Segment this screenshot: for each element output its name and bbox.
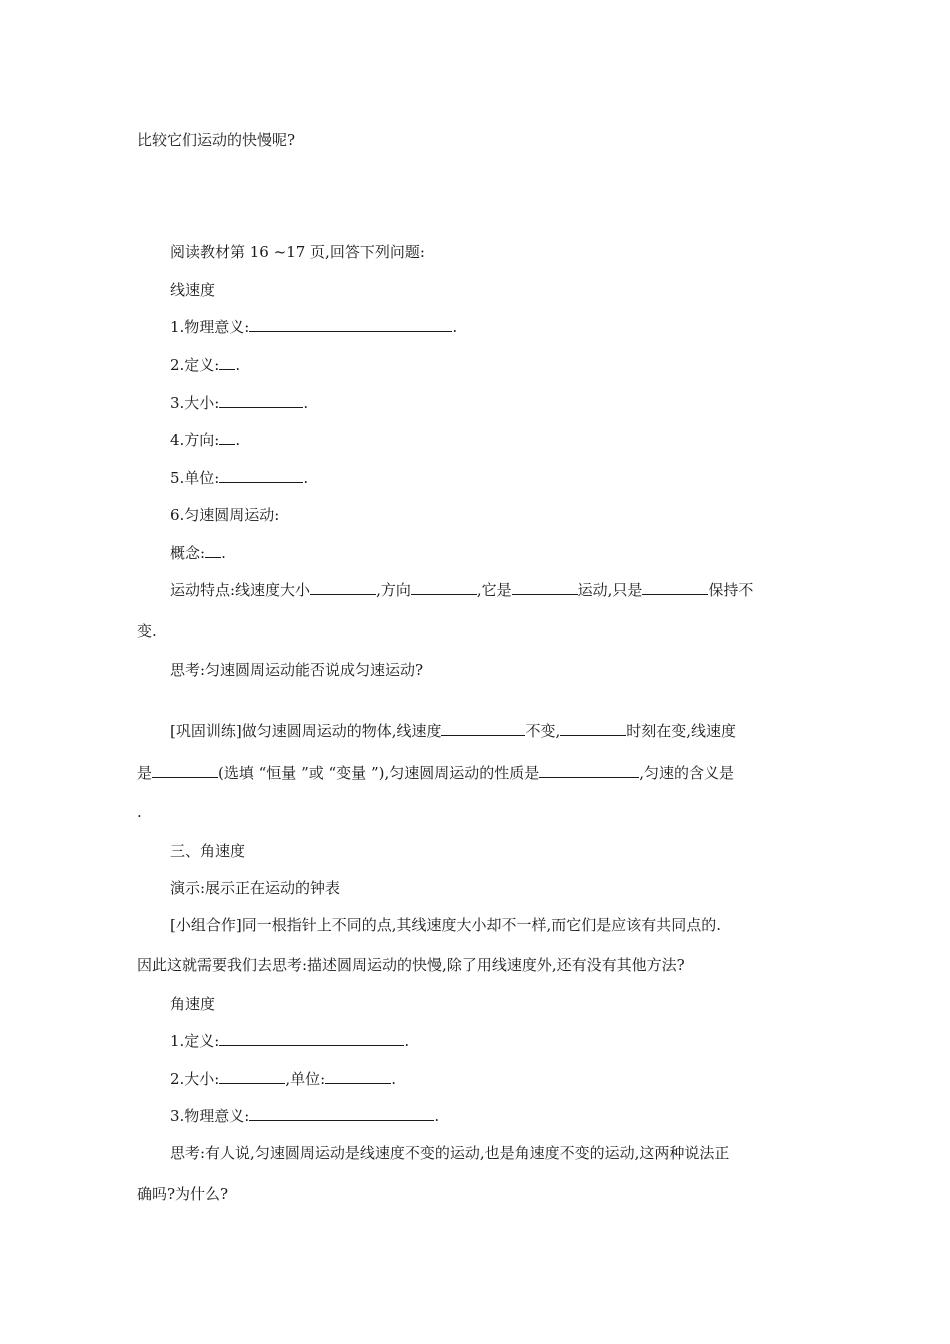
- lv-item3-label: 3.大小:: [170, 394, 220, 412]
- demo-line: 演示:展示正在运动的钟表: [170, 879, 341, 897]
- av-item2-label: 2.大小:: [170, 1070, 220, 1088]
- answer-blank[interactable]: [219, 468, 303, 483]
- answer-blank[interactable]: [219, 430, 235, 445]
- answer-blank[interactable]: [249, 317, 452, 332]
- practice-line-2: 是 (选填 “恒量 ”或 “变量 ”),匀速圆周运动的性质是 ,匀速的含义是: [137, 764, 735, 782]
- lv-item-uniform-circular: 6.匀速圆周运动:: [170, 506, 280, 524]
- answer-blank[interactable]: [642, 580, 708, 595]
- lv-item5-label: 5.单位:: [170, 469, 220, 487]
- lv-item-direction: 4.方向: .: [170, 431, 241, 449]
- lv-item-unit: 5.单位: .: [170, 469, 309, 487]
- angular-velocity-heading: 角速度: [170, 995, 216, 1013]
- lv-item1-label: 1.物理意义:: [170, 318, 250, 336]
- answer-blank[interactable]: [325, 1069, 391, 1084]
- answer-blank[interactable]: [411, 580, 477, 595]
- practice-end: .: [137, 803, 142, 821]
- answer-blank[interactable]: [512, 580, 578, 595]
- av-item3-label: 3.物理意义:: [170, 1107, 250, 1125]
- answer-blank[interactable]: [219, 1031, 404, 1046]
- group-work: [小组合作]同一根指针上不同的点,其线速度大小却不一样,而它们是应该有共同点的.: [170, 916, 722, 934]
- linear-velocity-heading: 线速度: [170, 281, 216, 299]
- motion-features-cont: 变.: [137, 622, 157, 640]
- intro-question: 比较它们运动的快慢呢?: [137, 131, 296, 149]
- concept-line: 概念: .: [170, 544, 226, 562]
- motion-features-line: 运动特点:线速度大小 ,方向 ,它是 运动,只是 保持不: [170, 581, 754, 599]
- practice-line-1: [巩固训练]做匀速圆周运动的物体,线速度 不变, 时刻在变,线速度: [170, 722, 737, 740]
- answer-blank[interactable]: [560, 721, 626, 736]
- answer-blank[interactable]: [219, 355, 235, 370]
- lv-item-physical-meaning: 1.物理意义: .: [170, 318, 458, 336]
- av-item-physical-meaning: 3.物理意义: .: [170, 1107, 440, 1125]
- answer-blank[interactable]: [219, 1069, 285, 1084]
- av-item1-label: 1.定义:: [170, 1032, 220, 1050]
- reading-instruction: 阅读教材第 16 ~17 页,回答下列问题:: [170, 243, 425, 261]
- think-question-1: 思考:匀速圆周运动能否说成匀速运动?: [170, 661, 424, 679]
- answer-blank[interactable]: [539, 763, 639, 778]
- lv-item2-label: 2.定义:: [170, 356, 220, 374]
- think-question-2-cont: 确吗?为什么?: [137, 1185, 229, 1203]
- answer-blank[interactable]: [205, 543, 221, 558]
- av-item-magnitude: 2.大小: ,单位: .: [170, 1070, 396, 1088]
- answer-blank[interactable]: [249, 1106, 434, 1121]
- answer-blank[interactable]: [152, 763, 218, 778]
- av-item-definition: 1.定义: .: [170, 1032, 410, 1050]
- group-work-cont: 因此这就需要我们去思考:描述圆周运动的快慢,除了用线速度外,还有没有其他方法?: [137, 956, 685, 974]
- answer-blank[interactable]: [441, 721, 525, 736]
- lv-item-magnitude: 3.大小: .: [170, 394, 309, 412]
- answer-blank[interactable]: [310, 580, 376, 595]
- lv-item-definition: 2.定义: .: [170, 356, 241, 374]
- lv-item4-label: 4.方向:: [170, 431, 220, 449]
- answer-blank[interactable]: [219, 393, 303, 408]
- concept-label: 概念:: [170, 544, 206, 562]
- section3-heading: 三、角速度: [170, 842, 246, 860]
- think-question-2: 思考:有人说,匀速圆周运动是线速度不变的运动,也是角速度不变的运动,这两种说法正: [170, 1144, 730, 1162]
